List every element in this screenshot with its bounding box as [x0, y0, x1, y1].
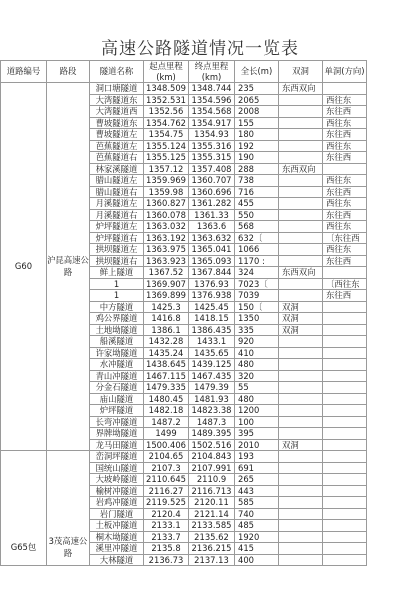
single-direction-cell: [323, 416, 367, 428]
tunnel-name-cell: 峦洞坪隧道: [90, 451, 144, 463]
single-direction-cell: 西往东: [323, 140, 367, 152]
table-row: [1, 451, 367, 463]
end-km-cell: 2136.215: [189, 543, 235, 555]
tunnel-name-cell: 界牌坳隧道: [90, 428, 144, 440]
end-km-cell: 1360.707: [189, 175, 235, 187]
single-direction-cell: [323, 462, 367, 474]
length-cell: 1200: [235, 405, 279, 417]
segment-cell: 3茂高速公路: [47, 451, 90, 566]
tunnel-name-cell: 土地坳隧道: [90, 324, 144, 336]
length-cell: 1170 :: [235, 255, 279, 267]
single-direction-cell: [323, 451, 367, 463]
end-km-cell: 1467.435: [189, 370, 235, 382]
single-direction-cell: [323, 370, 367, 382]
start-km-cell: 1354.75: [144, 129, 189, 141]
end-km-cell: 1439.125: [189, 359, 235, 371]
header-tunnel-name: 隧道名称: [90, 61, 144, 83]
length-cell: 235: [235, 83, 279, 95]
length-cell: 568: [235, 221, 279, 233]
single-direction-cell: [323, 267, 367, 279]
bidirectional-cell: [279, 336, 323, 348]
length-cell: 2008: [235, 106, 279, 118]
bidirectional-cell: [279, 106, 323, 118]
end-km-cell: 1365.041: [189, 244, 235, 256]
length-cell: 320: [235, 370, 279, 382]
length-cell: 395: [235, 428, 279, 440]
end-km-cell: 2104.843: [189, 451, 235, 463]
single-direction-cell: [323, 543, 367, 555]
bidirectional-cell: [279, 485, 323, 497]
single-direction-cell: 西往东: [323, 117, 367, 129]
end-km-cell: 1357.408: [189, 163, 235, 175]
bidirectional-cell: [279, 129, 323, 141]
tunnel-name-cell: 拱坝隧道右: [90, 255, 144, 267]
end-km-cell: 1363.632: [189, 232, 235, 244]
tunnel-name-cell: 土板冲隧道: [90, 520, 144, 532]
length-cell: 1920: [235, 531, 279, 543]
end-km-cell: 1361.33: [189, 209, 235, 221]
end-km-cell: 2107.991: [189, 462, 235, 474]
end-km-cell: 1479.39: [189, 382, 235, 394]
length-cell: 1066: [235, 244, 279, 256]
bidirectional-cell: [279, 117, 323, 129]
bidirectional-cell: [279, 393, 323, 405]
length-cell: 550: [235, 209, 279, 221]
start-km-cell: 1367.52: [144, 267, 189, 279]
length-cell: 415: [235, 543, 279, 555]
start-km-cell: 1386.1: [144, 324, 189, 336]
start-km-cell: 2120.4: [144, 508, 189, 520]
start-km-cell: 1438.645: [144, 359, 189, 371]
header-length: 全长(m): [235, 61, 279, 83]
tunnel-name-cell: 洞口塘隧道: [90, 83, 144, 95]
single-direction-cell: 西往东: [323, 221, 367, 233]
tunnel-name-cell: 曹坡隧道左: [90, 129, 144, 141]
bidirectional-cell: [279, 198, 323, 210]
single-direction-cell: [323, 359, 367, 371]
tunnel-name-cell: 炉坪隧道右: [90, 232, 144, 244]
bidirectional-cell: [279, 451, 323, 463]
length-cell: 324: [235, 267, 279, 279]
tunnel-name-cell: 月溪隧道左: [90, 198, 144, 210]
bidirectional-cell: [279, 370, 323, 382]
tunnel-table: [0, 60, 367, 566]
single-direction-cell: 东往西: [323, 209, 367, 221]
end-km-cell: 1489.395: [189, 428, 235, 440]
start-km-cell: 1432.28: [144, 336, 189, 348]
start-km-cell: 2104.65: [144, 451, 189, 463]
single-direction-cell: 东往西: [323, 186, 367, 198]
table-header-row: [1, 61, 367, 83]
segment-cell: 沪昆高速公路: [47, 83, 90, 451]
length-cell: 585: [235, 497, 279, 509]
end-km-cell: 1418.15: [189, 313, 235, 325]
tunnel-name-cell: 岩鸡冲隧道: [90, 497, 144, 509]
tunnel-name-cell: 分金石隧道: [90, 382, 144, 394]
tunnel-name-cell: 大坡岭隧道: [90, 474, 144, 486]
end-km-cell: 1435.65: [189, 347, 235, 359]
start-km-cell: 1435.24: [144, 347, 189, 359]
length-cell: 55: [235, 382, 279, 394]
tunnel-name-cell: 龙马田隧道: [90, 439, 144, 451]
start-km-cell: 1479.335: [144, 382, 189, 394]
tunnel-name-cell: 曹坡隧道东: [90, 117, 144, 129]
tunnel-name-cell: 芭蕉隧道右: [90, 152, 144, 164]
start-km-cell: 2116.27: [144, 485, 189, 497]
end-km-cell: 1487.3: [189, 416, 235, 428]
tunnel-name-cell: 月溪隧道右: [90, 209, 144, 221]
table-row: [1, 83, 367, 95]
start-km-cell: 2119.525: [144, 497, 189, 509]
bidirectional-cell: [279, 255, 323, 267]
start-km-cell: 1360.078: [144, 209, 189, 221]
length-cell: 155: [235, 117, 279, 129]
length-cell: 1350: [235, 313, 279, 325]
length-cell: 632〔: [235, 232, 279, 244]
single-direction-cell: [323, 428, 367, 440]
end-km-cell: 1376.93: [189, 278, 235, 290]
start-km-cell: 1359.969: [144, 175, 189, 187]
tunnel-name-cell: 桐木坳隧道: [90, 531, 144, 543]
single-direction-cell: [323, 531, 367, 543]
end-km-cell: 2137.13: [189, 554, 235, 566]
tunnel-name-cell: 庙山隧道: [90, 393, 144, 405]
bidirectional-cell: 双洞: [279, 324, 323, 336]
tunnel-name-cell: 大林隧道: [90, 554, 144, 566]
single-direction-cell: 西往东: [323, 175, 367, 187]
start-km-cell: 1354.762: [144, 117, 189, 129]
tunnel-name-cell: 鲜上隧道: [90, 267, 144, 279]
single-direction-cell: [323, 393, 367, 405]
bidirectional-cell: [279, 186, 323, 198]
bidirectional-cell: [279, 94, 323, 106]
start-km-cell: 1360.827: [144, 198, 189, 210]
bidirectional-cell: [279, 543, 323, 555]
bidirectional-cell: [279, 278, 323, 290]
length-cell: 180: [235, 129, 279, 141]
header-bidirectional: 双洞: [279, 61, 323, 83]
start-km-cell: 2107.3: [144, 462, 189, 474]
bidirectional-cell: [279, 175, 323, 187]
single-direction-cell: 〔西往东: [323, 278, 367, 290]
single-direction-cell: [323, 508, 367, 520]
length-cell: 716: [235, 186, 279, 198]
end-km-cell: 1354.917: [189, 117, 235, 129]
start-km-cell: 1369.907: [144, 278, 189, 290]
bidirectional-cell: [279, 531, 323, 543]
single-direction-cell: 〔东往西: [323, 232, 367, 244]
start-km-cell: 1357.12: [144, 163, 189, 175]
start-km-cell: 1355.124: [144, 140, 189, 152]
end-km-cell: 1355.316: [189, 140, 235, 152]
bidirectional-cell: 双洞: [279, 301, 323, 313]
tunnel-name-cell: 岩门隧道: [90, 508, 144, 520]
end-km-cell: 1433.1: [189, 336, 235, 348]
start-km-cell: 1480.45: [144, 393, 189, 405]
start-km-cell: 1363.032: [144, 221, 189, 233]
length-cell: 2065: [235, 94, 279, 106]
start-km-cell: 1487.2: [144, 416, 189, 428]
bidirectional-cell: 东西双向: [279, 163, 323, 175]
start-km-cell: 1482.18: [144, 405, 189, 417]
start-km-cell: 1363.192: [144, 232, 189, 244]
single-direction-cell: [323, 520, 367, 532]
single-direction-cell: 西往东: [323, 94, 367, 106]
length-cell: 691: [235, 462, 279, 474]
single-direction-cell: [323, 163, 367, 175]
single-direction-cell: [323, 336, 367, 348]
end-km-cell: 1365.093: [189, 255, 235, 267]
header-road-code: 道路编号: [1, 61, 47, 83]
start-km-cell: 2110.645: [144, 474, 189, 486]
length-cell: 190: [235, 152, 279, 164]
tunnel-name-cell: 腊山隧道右: [90, 186, 144, 198]
start-km-cell: 1359.98: [144, 186, 189, 198]
tunnel-name-cell: 炉坪隧道左: [90, 221, 144, 233]
end-km-cell: 2133.585: [189, 520, 235, 532]
bidirectional-cell: [279, 520, 323, 532]
end-km-cell: 1361.282: [189, 198, 235, 210]
single-direction-cell: [323, 324, 367, 336]
start-km-cell: 2135.8: [144, 543, 189, 555]
single-direction-cell: [323, 405, 367, 417]
tunnel-name-cell: 拱坝隧道左: [90, 244, 144, 256]
end-km-cell: 1354.93: [189, 129, 235, 141]
tunnel-name-cell: 芭蕉隧道左: [90, 140, 144, 152]
end-km-cell: 1367.844: [189, 267, 235, 279]
end-km-cell: 1360.696: [189, 186, 235, 198]
bidirectional-cell: [279, 152, 323, 164]
bidirectional-cell: [279, 416, 323, 428]
end-km-cell: 1354.596: [189, 94, 235, 106]
bidirectional-cell: [279, 474, 323, 486]
header-single-direction: 单洞(方向): [323, 61, 367, 83]
bidirectional-cell: [279, 347, 323, 359]
start-km-cell: 2133.1: [144, 520, 189, 532]
tunnel-name-cell: 青山冲隧道: [90, 370, 144, 382]
bidirectional-cell: 东西双向: [279, 267, 323, 279]
single-direction-cell: 东往西: [323, 152, 367, 164]
start-km-cell: 1500.406: [144, 439, 189, 451]
length-cell: 335: [235, 324, 279, 336]
length-cell: 7023〔: [235, 278, 279, 290]
single-direction-cell: 东往西: [323, 290, 367, 302]
end-km-cell: 2116.713: [189, 485, 235, 497]
tunnel-name-cell: 溪里冲隧道: [90, 543, 144, 555]
bidirectional-cell: [279, 244, 323, 256]
bidirectional-cell: [279, 221, 323, 233]
tunnel-name-cell: 榆树冲隧道: [90, 485, 144, 497]
length-cell: 480: [235, 393, 279, 405]
tunnel-name-cell: 中方隧道: [90, 301, 144, 313]
end-km-cell: 14823.38: [189, 405, 235, 417]
end-km-cell: 2135.62: [189, 531, 235, 543]
start-km-cell: 1425.3: [144, 301, 189, 313]
end-km-cell: 1386.435: [189, 324, 235, 336]
length-cell: 2010: [235, 439, 279, 451]
single-direction-cell: [323, 554, 367, 566]
road-code-cell: G60: [1, 83, 47, 451]
start-km-cell: 1352.531: [144, 94, 189, 106]
length-cell: 455: [235, 198, 279, 210]
length-cell: 480: [235, 359, 279, 371]
length-cell: 193: [235, 451, 279, 463]
length-cell: 400: [235, 554, 279, 566]
start-km-cell: 1348.509: [144, 83, 189, 95]
header-start-km: 起点里程 (km): [144, 61, 189, 83]
end-km-cell: 2110.9: [189, 474, 235, 486]
start-km-cell: 1499: [144, 428, 189, 440]
bidirectional-cell: 双洞: [279, 313, 323, 325]
bidirectional-cell: [279, 554, 323, 566]
single-direction-cell: [323, 83, 367, 95]
length-cell: 443: [235, 485, 279, 497]
bidirectional-cell: [279, 209, 323, 221]
bidirectional-cell: [279, 382, 323, 394]
single-direction-cell: [323, 382, 367, 394]
tunnel-name-cell: 炉坪隧道: [90, 405, 144, 417]
tunnel-name-cell: 1: [90, 290, 144, 302]
tunnel-name-cell: 鸡公界隧道: [90, 313, 144, 325]
length-cell: 410: [235, 347, 279, 359]
end-km-cell: 1481.93: [189, 393, 235, 405]
road-code-cell: G65包: [1, 451, 47, 566]
length-cell: 7039: [235, 290, 279, 302]
start-km-cell: 1363.923: [144, 255, 189, 267]
end-km-cell: 1348.744: [189, 83, 235, 95]
length-cell: 920: [235, 336, 279, 348]
single-direction-cell: [323, 347, 367, 359]
bidirectional-cell: [279, 359, 323, 371]
length-cell: 100: [235, 416, 279, 428]
tunnel-name-cell: 船溪隧道: [90, 336, 144, 348]
tunnel-name-cell: 腊山隧道左: [90, 175, 144, 187]
start-km-cell: 1416.8: [144, 313, 189, 325]
single-direction-cell: 东往西: [323, 255, 367, 267]
length-cell: 738: [235, 175, 279, 187]
single-direction-cell: [323, 497, 367, 509]
bidirectional-cell: [279, 462, 323, 474]
start-km-cell: 2136.73: [144, 554, 189, 566]
single-direction-cell: 西往东: [323, 198, 367, 210]
tunnel-name-cell: 1: [90, 278, 144, 290]
end-km-cell: 1502.516: [189, 439, 235, 451]
length-cell: 485: [235, 520, 279, 532]
length-cell: 265: [235, 474, 279, 486]
bidirectional-cell: [279, 232, 323, 244]
bidirectional-cell: [279, 428, 323, 440]
page-title: 高速公路隧道情况一览表: [101, 39, 299, 59]
start-km-cell: 1467.115: [144, 370, 189, 382]
tunnel-name-cell: 大湾隧道东: [90, 94, 144, 106]
tunnel-name-cell: 国统山隧道: [90, 462, 144, 474]
bidirectional-cell: [279, 497, 323, 509]
length-cell: 740: [235, 508, 279, 520]
start-km-cell: 2133.7: [144, 531, 189, 543]
bidirectional-cell: [279, 290, 323, 302]
tunnel-name-cell: 林家溪隧道: [90, 163, 144, 175]
bidirectional-cell: 双洞: [279, 439, 323, 451]
table-body: [1, 83, 367, 566]
bidirectional-cell: [279, 405, 323, 417]
length-cell: 288: [235, 163, 279, 175]
length-cell: 150〔: [235, 301, 279, 313]
single-direction-cell: [323, 301, 367, 313]
single-direction-cell: 东往西: [323, 106, 367, 118]
end-km-cell: 1355.315: [189, 152, 235, 164]
end-km-cell: 2120.11: [189, 497, 235, 509]
single-direction-cell: [323, 485, 367, 497]
end-km-cell: 1376.938: [189, 290, 235, 302]
header-end-km: 终点里程 (km): [189, 61, 235, 83]
end-km-cell: 1363.6: [189, 221, 235, 233]
single-direction-cell: 西往东: [323, 244, 367, 256]
single-direction-cell: [323, 439, 367, 451]
bidirectional-cell: 东西双向: [279, 83, 323, 95]
single-direction-cell: [323, 313, 367, 325]
end-km-cell: 2121.14: [189, 508, 235, 520]
single-direction-cell: 东往西: [323, 129, 367, 141]
start-km-cell: 1363.975: [144, 244, 189, 256]
tunnel-name-cell: 大湾隧道西: [90, 106, 144, 118]
length-cell: 192: [235, 140, 279, 152]
tunnel-name-cell: 水冲隧道: [90, 359, 144, 371]
start-km-cell: 1355.125: [144, 152, 189, 164]
start-km-cell: 1369.899: [144, 290, 189, 302]
bidirectional-cell: [279, 140, 323, 152]
start-km-cell: 1352.56: [144, 106, 189, 118]
single-direction-cell: [323, 474, 367, 486]
bidirectional-cell: [279, 508, 323, 520]
tunnel-name-cell: 长弯冲隧道: [90, 416, 144, 428]
end-km-cell: 1354.568: [189, 106, 235, 118]
end-km-cell: 1425.45: [189, 301, 235, 313]
tunnel-name-cell: 许家坳隧道: [90, 347, 144, 359]
header-segment: 路段: [47, 61, 90, 83]
